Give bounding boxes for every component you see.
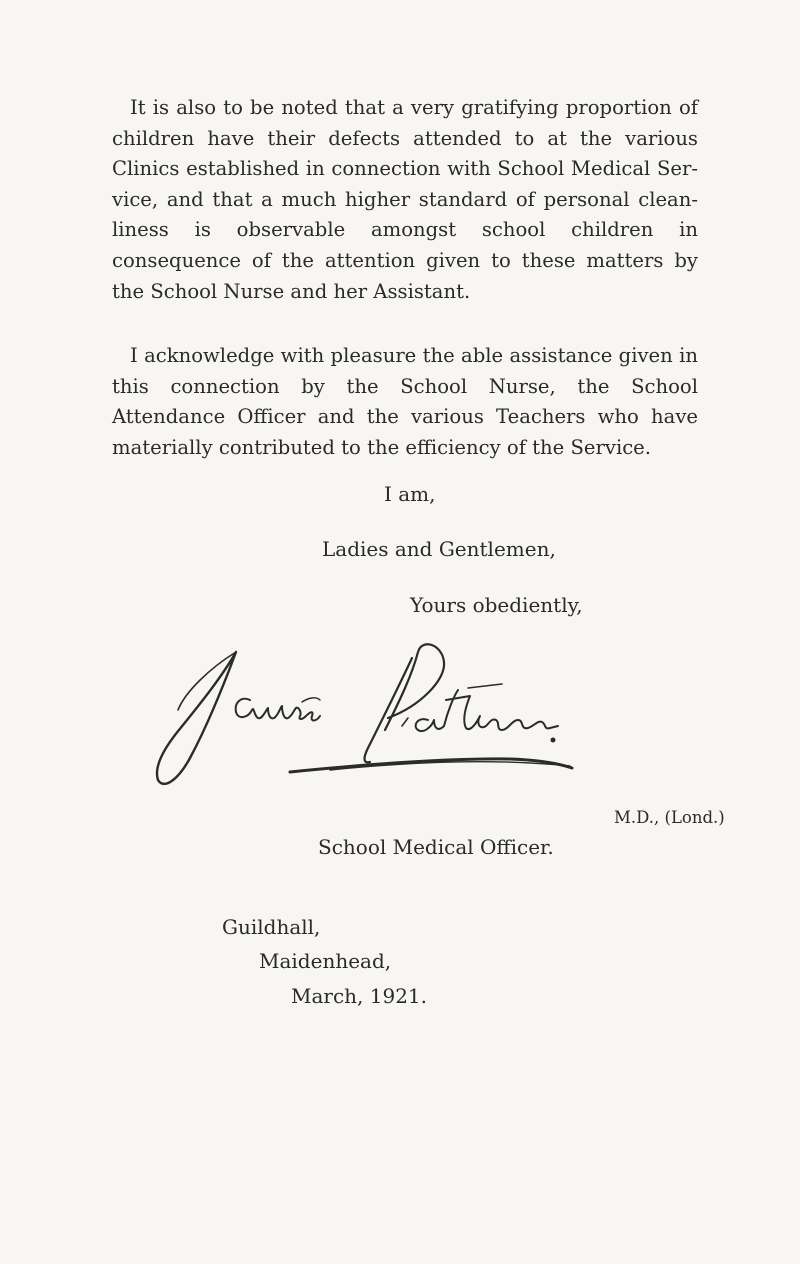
address-date-line: March, 1921. — [291, 984, 428, 1008]
paragraph-acknowledgement: I acknowledge with pleasure the able assistance given in this connection by the School Nurse, the School Attendance Officer and the various Teachers who have materially contributed to the efficiency of the Service. — [112, 344, 698, 459]
salutation-line: Ladies and Gentlemen, — [322, 537, 556, 561]
paragraph-clinics: It is also to be noted that a very gratifying proportion of children have their defects attended to at the various Clinics established in connection with School Medical Service, and that a much higher standard of personal cleanliness is observable amongst school children in consequence of the attention given to these matters by the School Nurse and her Assistant. — [112, 96, 698, 303]
role-title: School Medical Officer. — [318, 835, 554, 859]
address-line-2: Maidenhead, — [259, 949, 392, 973]
address-line-1: Guildhall, — [222, 915, 321, 939]
valediction-line: Yours obediently, — [410, 593, 583, 617]
handwritten-signature — [150, 640, 580, 790]
qualification-text: M.D., (Lond.) — [614, 808, 725, 827]
closing-line: I am, — [384, 482, 436, 506]
